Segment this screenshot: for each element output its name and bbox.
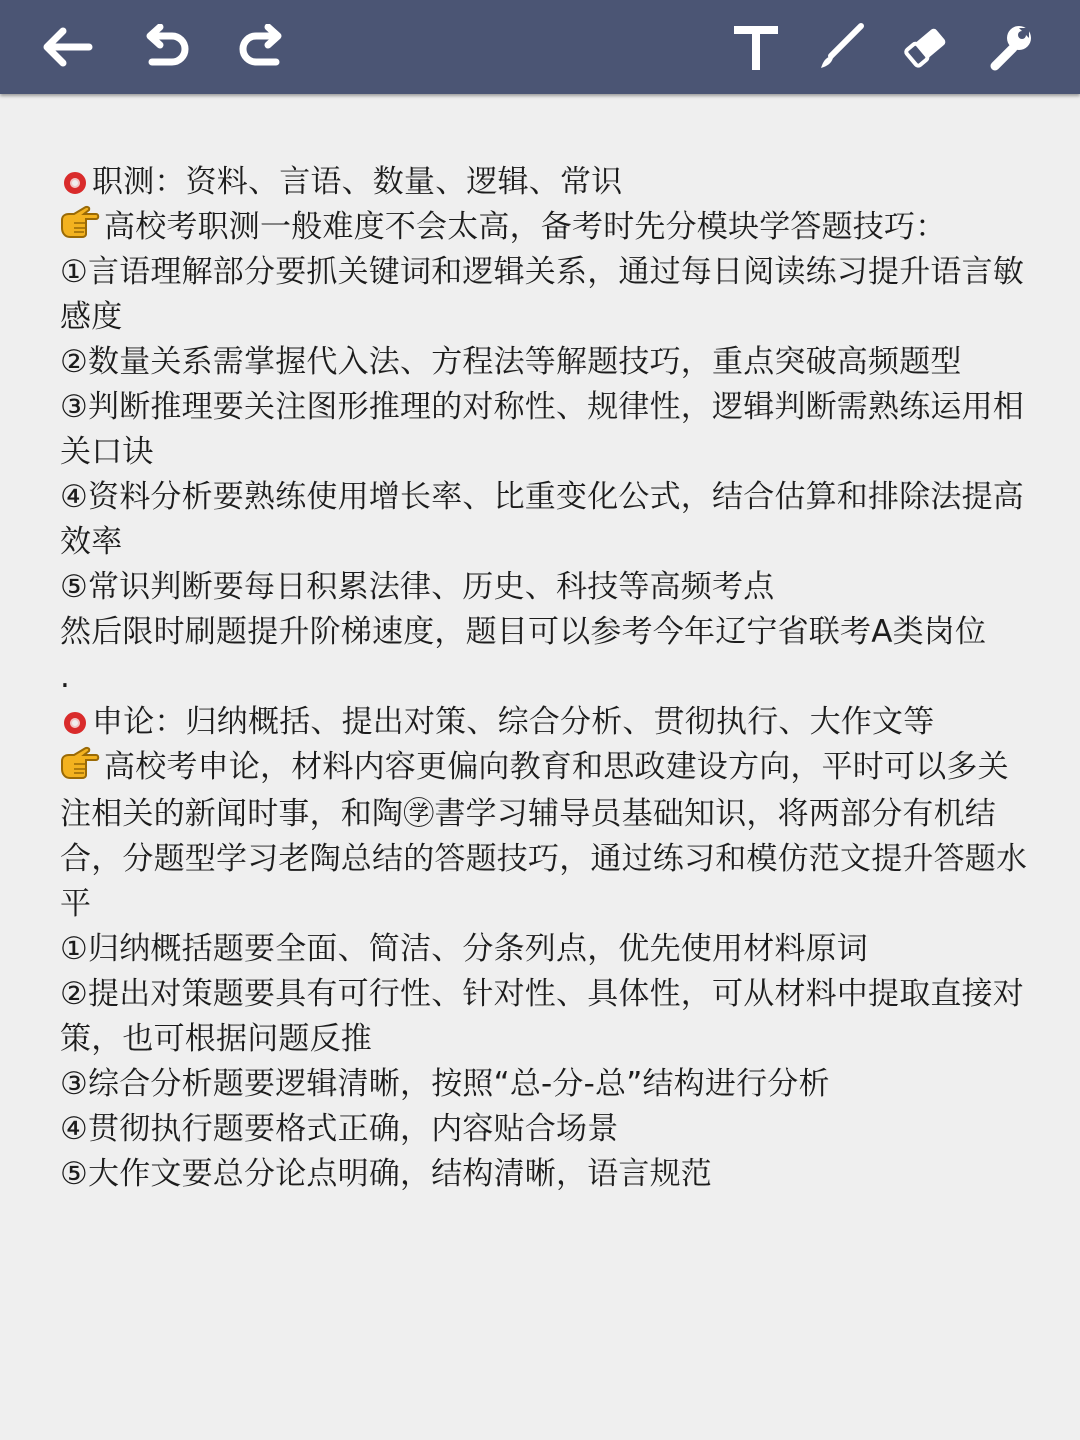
top-toolbar — [0, 0, 1080, 94]
section2-item5: ⑤大作文要总分论点明确，结构清晰，语言规范 — [60, 1156, 712, 1192]
pen-icon — [817, 22, 867, 72]
redo-button[interactable] — [232, 17, 292, 77]
section1-intro: 高校考职测一般难度不会太高，备考时先分模块学答题技巧： — [104, 209, 947, 245]
wrench-icon — [985, 22, 1035, 72]
eraser-tool-button[interactable] — [896, 17, 956, 77]
section1-closing: 然后限时刷题提升阶梯速度，题目可以参考今年辽宁省联考A类岗位 — [60, 614, 987, 650]
section2-item4: ④贯彻执行题要格式正确，内容贴合场景 — [60, 1111, 619, 1147]
redo-icon — [234, 24, 290, 70]
section1-item5: ⑤常识判断要每日积累法律、历史、科技等高频考点 — [60, 569, 775, 605]
section2-item1: ①归纳概括题要全面、简洁、分条列点，优先使用材料原词 — [60, 931, 868, 967]
text-tool-icon — [734, 24, 778, 70]
section1-item4: ④资料分析要熟练使用增长率、比重变化公式，结合估算和排除法提高效率 — [60, 479, 1024, 560]
section2-intro-line — [60, 745, 1035, 927]
section2-title-line — [60, 700, 1035, 745]
note-content[interactable] — [60, 160, 1035, 1197]
pen-tool-button[interactable] — [812, 17, 872, 77]
red-circle-icon — [64, 712, 86, 734]
settings-button[interactable] — [980, 17, 1040, 77]
pointing-hand-icon — [60, 204, 100, 251]
separator-dot: . — [60, 659, 71, 695]
pointing-hand-icon — [60, 745, 100, 792]
section2-intro: 高校考申论，材料内容更偏向教育和思政建设方向，平时可以多关注相关的新闻时事，和陶㊫書学习辅导员基础知识，将两部分有机结合，分题型学习老陶总结的答题技巧，通过练习和模仿范文提升答题水平 — [60, 749, 1028, 922]
section2-item3: ③综合分析题要逻辑清晰，按照“总-分-总”结构进行分析 — [60, 1066, 830, 1102]
section1-title: 职测：资料、言语、数量、逻辑、常识 — [92, 164, 623, 200]
undo-button[interactable] — [136, 17, 196, 77]
section1-item2: ②数量关系需掌握代入法、方程法等解题技巧，重点突破高频题型 — [60, 344, 962, 380]
section1-title-line — [60, 160, 1035, 205]
section1-item3: ③判断推理要关注图形推理的对称性、规律性，逻辑判断需熟练运用相关口诀 — [60, 389, 1024, 470]
section2-item2: ②提出对策题要具有可行性、针对性、具体性，可从材料中提取直接对策，也可根据问题反推 — [60, 976, 1024, 1057]
text-tool-button[interactable] — [726, 17, 786, 77]
section2-title: 申论：归纳概括、提出对策、综合分析、贯彻执行、大作文等 — [92, 704, 935, 740]
eraser-icon — [901, 22, 951, 72]
red-circle-icon — [64, 172, 86, 194]
arrow-left-icon — [39, 25, 93, 69]
undo-icon — [138, 24, 194, 70]
back-button[interactable] — [36, 17, 96, 77]
section1-intro-line — [60, 205, 1035, 250]
section1-item1: ①言语理解部分要抓关键词和逻辑关系，通过每日阅读练习提升语言敏感度 — [60, 254, 1024, 335]
